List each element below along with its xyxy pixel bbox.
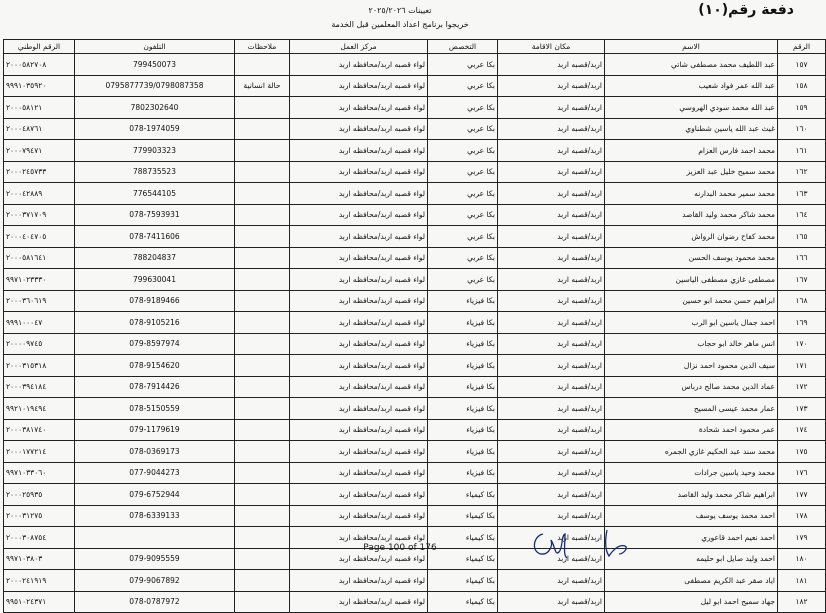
cell-notes xyxy=(235,419,290,441)
page-subtitle: خريجوا برنامج اعداد المعلمين قبل الخدمة xyxy=(331,20,469,29)
cell-specialization: بكا فيزياء xyxy=(428,290,498,312)
cell-phone: 799450073 xyxy=(75,54,235,76)
cell-residence: اربد/قصبه اربد xyxy=(498,183,605,205)
cell-specialization: بكا كيمياء xyxy=(428,484,498,506)
cell-specialization: بكا عربي xyxy=(428,161,498,183)
cell-notes xyxy=(235,247,290,269)
cell-national-id: ٩٩٩١٠٠٠٤٧ xyxy=(4,312,75,334)
cell-national-id: ٢٠٠٠٤٨٧٦١ xyxy=(4,118,75,140)
cell-national-id: ٢٠٠٠٣٨١٧٤٠ xyxy=(4,419,75,441)
cell-number: ١٦٤ xyxy=(778,204,826,226)
cell-number: ١٧٣ xyxy=(778,398,826,420)
cell-phone: 078-5150559 xyxy=(75,398,235,420)
cell-name: احمد وليد صايل ابو حليمه xyxy=(605,548,778,570)
col-phone: التلفون xyxy=(75,40,235,54)
cell-specialization: بكا كيمياء xyxy=(428,548,498,570)
cell-phone: 079-8597974 xyxy=(75,333,235,355)
cell-national-id: ٩٩٥١٠٢٤٣٧١ xyxy=(4,591,75,613)
cell-number: ١٧٢ xyxy=(778,376,826,398)
cell-number: ١٦١ xyxy=(778,140,826,162)
cell-residence: اربد/قصبه اربد xyxy=(498,441,605,463)
cell-specialization: بكا عربي xyxy=(428,97,498,119)
cell-name: احمد نعيم احمد قاعوري xyxy=(605,527,778,549)
cell-national-id: ٩٩٢١٠١٩٤٩٤ xyxy=(4,398,75,420)
cell-name: ابراهيم حسن محمد ابو حسين xyxy=(605,290,778,312)
cell-name: سيف الدين محمود احمد نزال xyxy=(605,355,778,377)
cell-specialization: بكا عربي xyxy=(428,204,498,226)
cell-phone: 078-9189466 xyxy=(75,290,235,312)
cell-residence: اربد/قصبه اربد xyxy=(498,290,605,312)
cell-residence: اربد/قصبه اربد xyxy=(498,226,605,248)
cell-residence: اربد/قصبه اربد xyxy=(498,462,605,484)
cell-name: جهاد سميح احمد ابو ليل xyxy=(605,591,778,613)
cell-specialization: بكا عربي xyxy=(428,140,498,162)
cell-specialization: بكا فيزياء xyxy=(428,398,498,420)
cell-specialization: بكا فيزياء xyxy=(428,462,498,484)
cell-number: ١٨١ xyxy=(778,570,826,592)
cell-residence: اربد/قصبه اربد xyxy=(498,247,605,269)
cell-work-center: لواء قصبه اربد/محافظه اربد xyxy=(290,484,428,506)
table-row xyxy=(4,140,826,162)
cell-number: ١٥٨ xyxy=(778,75,826,97)
cell-residence: اربد/قصبه اربد xyxy=(498,527,605,549)
cell-number: ١٧٩ xyxy=(778,527,826,549)
cell-notes xyxy=(235,54,290,76)
cell-number: ١٦٥ xyxy=(778,226,826,248)
table-row xyxy=(4,441,826,463)
cell-number: ١٦٨ xyxy=(778,290,826,312)
cell-national-id: ٢٠٠٠٢٤٥٧٣٣ xyxy=(4,161,75,183)
table-row xyxy=(4,376,826,398)
cell-national-id: ٢٠٠٠٣١٥٣١٨ xyxy=(4,355,75,377)
cell-number: ١٦٣ xyxy=(778,183,826,205)
cell-name: محمد سمير محمد البدارنه xyxy=(605,183,778,205)
table-row xyxy=(4,269,826,291)
cell-specialization: بكا كيمياء xyxy=(428,505,498,527)
cell-national-id: ٩٩٧١٠٣٣٠٦٠ xyxy=(4,462,75,484)
cell-national-id: ٢٠٠٠٠٩٧٤٥ xyxy=(4,333,75,355)
cell-national-id: ٢٠٠٠٥٨١٦٤١ xyxy=(4,247,75,269)
cell-work-center: لواء قصبه اربد/محافظه اربد xyxy=(290,527,428,549)
page-title: تعيينات ٢٠٢٥/٢٠٢٦ xyxy=(368,6,432,15)
cell-name: محمد شاكر محمد وليد القاصد xyxy=(605,204,778,226)
cell-name: محمد احمد فارس العزام xyxy=(605,140,778,162)
cell-national-id: ٩٩٧١٠٣٨٠٣ xyxy=(4,548,75,570)
cell-residence: اربد/قصبه اربد xyxy=(498,312,605,334)
cell-residence: اربد/قصبه اربد xyxy=(498,75,605,97)
cell-specialization: بكا عربي xyxy=(428,247,498,269)
table-row xyxy=(4,505,826,527)
cell-national-id: ٢٠٠٠٣٦٠٦١٩ xyxy=(4,290,75,312)
cell-specialization: بكا فيزياء xyxy=(428,441,498,463)
cell-work-center: لواء قصبه اربد/محافظه اربد xyxy=(290,118,428,140)
cell-work-center: لواء قصبه اربد/محافظه اربد xyxy=(290,161,428,183)
cell-national-id: ٢٠٠٠٤٠٤٧٠٥ xyxy=(4,226,75,248)
table-row xyxy=(4,161,826,183)
cell-notes xyxy=(235,591,290,613)
cell-residence: اربد/قصبه اربد xyxy=(498,54,605,76)
table-row xyxy=(4,462,826,484)
cell-national-id: ٢٠٠٠٥٨٢٧٠٨ xyxy=(4,54,75,76)
cell-work-center: لواء قصبه اربد/محافظه اربد xyxy=(290,462,428,484)
cell-phone: 078-9154620 xyxy=(75,355,235,377)
cell-residence: اربد/قصبه اربد xyxy=(498,269,605,291)
cell-notes xyxy=(235,505,290,527)
cell-notes xyxy=(235,441,290,463)
cell-phone: 788204837 xyxy=(75,247,235,269)
col-name: الاسم xyxy=(605,40,778,54)
cell-specialization: بكا فيزياء xyxy=(428,312,498,334)
cell-work-center: لواء قصبه اربد/محافظه اربد xyxy=(290,355,428,377)
cell-work-center: لواء قصبه اربد/محافظه اربد xyxy=(290,290,428,312)
cell-name: احمد جمال ياسين ابو الرب xyxy=(605,312,778,334)
cell-residence: اربد/قصبه اربد xyxy=(498,484,605,506)
cell-name: محمد سند عبد الحكيم غازي الجمره xyxy=(605,441,778,463)
table-row xyxy=(4,290,826,312)
cell-notes xyxy=(235,355,290,377)
cell-number: ١٧٨ xyxy=(778,505,826,527)
table-row xyxy=(4,312,826,334)
cell-number: ١٧٥ xyxy=(778,441,826,463)
cell-phone: 078-7914426 xyxy=(75,376,235,398)
cell-name: انس ماهر خالد ابو حجاب xyxy=(605,333,778,355)
table-row xyxy=(4,484,826,506)
table-row xyxy=(4,570,826,592)
cell-national-id: ٢٠٠٠٥٨١٢١ xyxy=(4,97,75,119)
cell-national-id: ٢٠٠٠٣٧١٧٠٩ xyxy=(4,204,75,226)
cell-notes xyxy=(235,462,290,484)
cell-phone: 078-7593931 xyxy=(75,204,235,226)
cell-phone: 079-6752944 xyxy=(75,484,235,506)
table-row xyxy=(4,204,826,226)
cell-work-center: لواء قصبه اربد/محافظه اربد xyxy=(290,97,428,119)
cell-specialization: بكا عربي xyxy=(428,54,498,76)
cell-specialization: بكا عربي xyxy=(428,183,498,205)
cell-notes xyxy=(235,333,290,355)
cell-notes xyxy=(235,398,290,420)
cell-name: محمد سميح خليل عبد العزيز xyxy=(605,161,778,183)
col-work-center: مركز العمل xyxy=(290,40,428,54)
cell-work-center: لواء قصبه اربد/محافظه اربد xyxy=(290,204,428,226)
cell-residence: اربد/قصبه اربد xyxy=(498,140,605,162)
cell-notes xyxy=(235,484,290,506)
signature-mark xyxy=(525,522,645,562)
cell-notes xyxy=(235,290,290,312)
cell-name: محمد كفاح رضوان الرواش xyxy=(605,226,778,248)
cell-number: ١٧٧ xyxy=(778,484,826,506)
cell-number: ١٥٧ xyxy=(778,54,826,76)
cell-number: ١٦٢ xyxy=(778,161,826,183)
cell-national-id: ٢٠٠٠٣١٢٧٥ xyxy=(4,505,75,527)
cell-residence: اربد/قصبه اربد xyxy=(498,355,605,377)
cell-work-center: لواء قصبه اربد/محافظه اربد xyxy=(290,398,428,420)
cell-specialization: بكا فيزياء xyxy=(428,355,498,377)
table-row xyxy=(4,398,826,420)
cell-work-center: لواء قصبه اربد/محافظه اربد xyxy=(290,591,428,613)
cell-number: ١٧٦ xyxy=(778,462,826,484)
cell-national-id: ٢٠٠٠٣٠٨٧٥٤ xyxy=(4,527,75,549)
cell-work-center: لواء قصبه اربد/محافظه اربد xyxy=(290,226,428,248)
cell-phone: 078-6339133 xyxy=(75,505,235,527)
cell-residence: اربد/قصبه اربد xyxy=(498,548,605,570)
cell-work-center: لواء قصبه اربد/محافظه اربد xyxy=(290,419,428,441)
cell-phone: 799630041 xyxy=(75,269,235,291)
cell-work-center: لواء قصبه اربد/محافظه اربد xyxy=(290,269,428,291)
cell-residence: اربد/قصبه اربد xyxy=(498,505,605,527)
cell-name: احمد محمد يوسف يوسف xyxy=(605,505,778,527)
cell-name: عمر محمود احمد شحادة xyxy=(605,419,778,441)
col-notes: ملاحظات xyxy=(235,40,290,54)
table-row xyxy=(4,75,826,97)
cell-work-center: لواء قصبه اربد/محافظه اربد xyxy=(290,548,428,570)
cell-national-id: ٢٠٠٠٤٢٨٨٩ xyxy=(4,183,75,205)
cell-number: ١٦٦ xyxy=(778,247,826,269)
cell-national-id: ٢٠٠٠٢٤١٩١٩ xyxy=(4,570,75,592)
table-row xyxy=(4,97,826,119)
cell-number: ١٦٧ xyxy=(778,269,826,291)
cell-national-id: ٢٠٠٠٧٩٤٧١ xyxy=(4,140,75,162)
cell-number: ١٥٩ xyxy=(778,97,826,119)
cell-name: محمد وحيد ياسين جرادات xyxy=(605,462,778,484)
cell-notes xyxy=(235,226,290,248)
cell-number: ١٦٠ xyxy=(778,118,826,140)
cell-name: عماد الدين محمد صالح درباس xyxy=(605,376,778,398)
cell-specialization: بكا عربي xyxy=(428,75,498,97)
cell-national-id: ٢٠٠٠٢٥٩٣٥ xyxy=(4,484,75,506)
table-body xyxy=(4,54,826,613)
cell-work-center: لواء قصبه اربد/محافظه اربد xyxy=(290,75,428,97)
cell-work-center: لواء قصبه اربد/محافظه اربد xyxy=(290,570,428,592)
table-row xyxy=(4,183,826,205)
col-residence: مكان الاقامة xyxy=(498,40,605,54)
cell-residence: اربد/قصبه اربد xyxy=(498,570,605,592)
cell-number: ١٧١ xyxy=(778,355,826,377)
cell-work-center: لواء قصبه اربد/محافظه اربد xyxy=(290,376,428,398)
cell-specialization: بكا عربي xyxy=(428,118,498,140)
cell-residence: اربد/قصبه اربد xyxy=(498,333,605,355)
cell-phone: 0795877739/0798087358 xyxy=(75,75,235,97)
cell-specialization: بكا كيمياء xyxy=(428,527,498,549)
table-row xyxy=(4,591,826,613)
cell-residence: اربد/قصبه اربد xyxy=(498,419,605,441)
table-header-row xyxy=(4,40,826,54)
cell-residence: اربد/قصبه اربد xyxy=(498,398,605,420)
col-number: الرقم xyxy=(778,40,826,54)
cell-notes: حالة انسانية xyxy=(235,75,290,97)
cell-national-id: ٢٠٠٠١٧٧٢١٤ xyxy=(4,441,75,463)
col-national-id: الرقم الوطني xyxy=(4,40,75,54)
cell-notes xyxy=(235,204,290,226)
cell-number: ١٨٢ xyxy=(778,591,826,613)
cell-number: ١٦٩ xyxy=(778,312,826,334)
cell-phone: 788735523 xyxy=(75,161,235,183)
cell-residence: اربد/قصبه اربد xyxy=(498,97,605,119)
cell-number: ١٧٤ xyxy=(778,419,826,441)
table-row xyxy=(4,54,826,76)
cell-phone: 077-9044273 xyxy=(75,462,235,484)
cell-work-center: لواء قصبه اربد/محافظه اربد xyxy=(290,441,428,463)
cell-number: ١٧٠ xyxy=(778,333,826,355)
cell-name: اياد صقر عبد الكريم مصطفى xyxy=(605,570,778,592)
cell-notes xyxy=(235,376,290,398)
table-row xyxy=(4,226,826,248)
cell-residence: اربد/قصبه اربد xyxy=(498,161,605,183)
cell-work-center: لواء قصبه اربد/محافظه اربد xyxy=(290,247,428,269)
cell-phone: 078-9105216 xyxy=(75,312,235,334)
cell-name: مصطفى غازي مصطفى الياسين xyxy=(605,269,778,291)
cell-national-id: ٢٠٠٠٣٩٤١٨٤ xyxy=(4,376,75,398)
cell-notes xyxy=(235,312,290,334)
cell-notes xyxy=(235,118,290,140)
cell-specialization: بكا فيزياء xyxy=(428,419,498,441)
cell-residence: اربد/قصبه اربد xyxy=(498,118,605,140)
cell-work-center: لواء قصبه اربد/محافظه اربد xyxy=(290,54,428,76)
table-row xyxy=(4,118,826,140)
cell-phone: 079-9095559 xyxy=(75,548,235,570)
cell-residence: اربد/قصبه اربد xyxy=(498,204,605,226)
cell-phone: 079-1179619 xyxy=(75,419,235,441)
cell-name: غيث عبد الله ياسين شطناوي xyxy=(605,118,778,140)
cell-work-center: لواء قصبه اربد/محافظه اربد xyxy=(290,183,428,205)
cell-phone: 079-9067892 xyxy=(75,570,235,592)
cell-name: محمد محمود يوسف الحسن xyxy=(605,247,778,269)
cell-phone: 078-7411606 xyxy=(75,226,235,248)
cell-national-id: ٩٩٧١٠٢٣٣٣٠ xyxy=(4,269,75,291)
cell-name: عبد الله محمد سودي الهروسي xyxy=(605,97,778,119)
cell-notes xyxy=(235,97,290,119)
cell-work-center: لواء قصبه اربد/محافظه اربد xyxy=(290,140,428,162)
cell-notes xyxy=(235,161,290,183)
table-row xyxy=(4,419,826,441)
cell-name: عبد الله عمر فواد شعيب xyxy=(605,75,778,97)
cell-national-id: ٩٩٩١٠٣٥٩٢٠ xyxy=(4,75,75,97)
table-row xyxy=(4,247,826,269)
batch-number: دفعة رقم(١٠) xyxy=(698,2,794,18)
cell-phone: 078-1974059 xyxy=(75,118,235,140)
cell-specialization: بكا فيزياء xyxy=(428,333,498,355)
cell-residence: اربد/قصبه اربد xyxy=(498,591,605,613)
cell-residence: اربد/قصبه اربد xyxy=(498,376,605,398)
cell-notes xyxy=(235,183,290,205)
cell-specialization: بكا عربي xyxy=(428,226,498,248)
cell-name: عبد اللطيف محمد مصطفى شاتي xyxy=(605,54,778,76)
cell-specialization: بكا كيمياء xyxy=(428,570,498,592)
cell-notes xyxy=(235,269,290,291)
cell-phone: 078-0369173 xyxy=(75,441,235,463)
cell-work-center: لواء قصبه اربد/محافظه اربد xyxy=(290,312,428,334)
cell-specialization: بكا فيزياء xyxy=(428,376,498,398)
cell-phone: 776544105 xyxy=(75,183,235,205)
appointments-table xyxy=(3,39,826,613)
cell-specialization: بكا كيمياء xyxy=(428,591,498,613)
table-row xyxy=(4,355,826,377)
col-specialization: التخصص xyxy=(428,40,498,54)
cell-specialization: بكا عربي xyxy=(428,269,498,291)
cell-work-center: لواء قصبه اربد/محافظه اربد xyxy=(290,505,428,527)
cell-phone: 078-0787972 xyxy=(75,591,235,613)
cell-name: ابراهيم شاكر محمد وليد القاصد xyxy=(605,484,778,506)
cell-notes xyxy=(235,140,290,162)
table-row xyxy=(4,333,826,355)
page-number: Page 100 of 176 xyxy=(363,543,437,553)
cell-phone: 779903323 xyxy=(75,140,235,162)
cell-notes xyxy=(235,570,290,592)
cell-number: ١٨٠ xyxy=(778,548,826,570)
cell-name: عمار محمد عيسى المسيح xyxy=(605,398,778,420)
cell-work-center: لواء قصبه اربد/محافظه اربد xyxy=(290,333,428,355)
cell-phone: 7802302640 xyxy=(75,97,235,119)
